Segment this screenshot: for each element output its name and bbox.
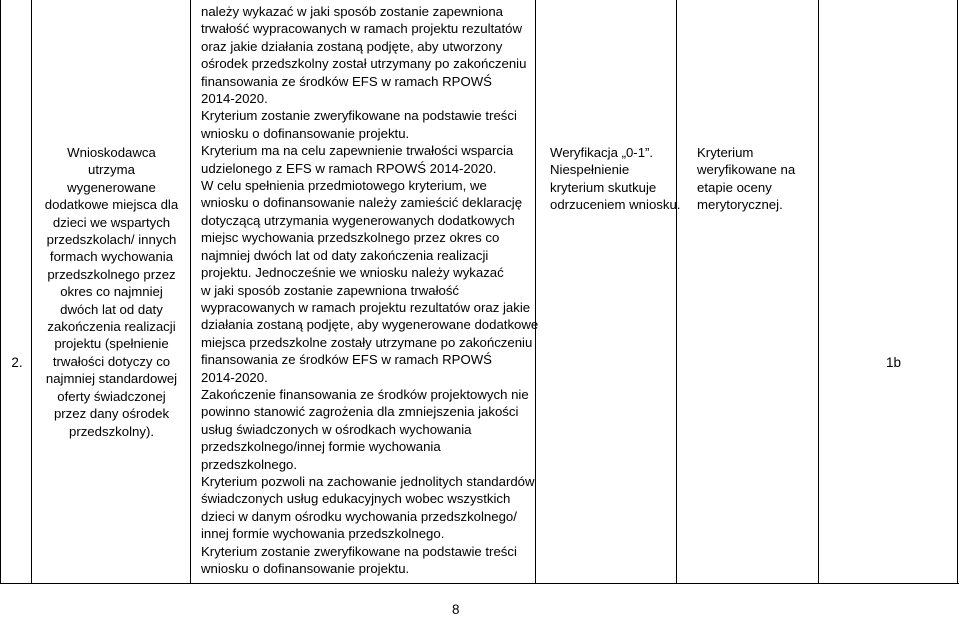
text-line: powinno stanowić zagrożenia dla zmniejszenia jakości xyxy=(201,404,519,420)
page-number: 8 xyxy=(452,602,460,617)
text-line: finansowania ze środków EFS w ramach RPOWŚ xyxy=(201,73,492,89)
criterion-definition-cell xyxy=(191,0,539,583)
text-line: najmniej standardowej xyxy=(45,371,178,387)
text-line: przedszkolnego/innej formie wychowania xyxy=(201,439,441,455)
text-line: trwałość wypracowanych w ramach projektu rezultatów xyxy=(201,21,523,37)
text-line: odrzuceniem wniosku. xyxy=(550,197,681,213)
text-line: zakończenia realizacji xyxy=(47,319,176,335)
text-line: formach wychowania xyxy=(49,249,174,265)
text-line: wygenerowane xyxy=(67,179,156,195)
text-line: dzieci we wspartych xyxy=(52,214,171,230)
text-line: innej formie wychowania przedszkolnego. xyxy=(201,526,445,542)
text-line: Kryterium ma na celu zapewnienie trwałości wsparcia xyxy=(201,143,514,159)
text-line: weryfikowane na xyxy=(697,162,796,178)
text-line: należy wykazać w jaki sposób zostanie zapewniona xyxy=(201,4,504,19)
text-line: oraz jakie działania zostaną podjęte, aby utworzony xyxy=(201,38,503,54)
text-line: Kryterium zostanie zweryfikowane na podstawie treści xyxy=(201,543,517,559)
text-line: wypracowanych w ramach projektu rezultatów oraz jakie xyxy=(201,299,531,315)
verification-type-cell xyxy=(536,0,681,583)
text-line: przedszkolnego. xyxy=(201,456,298,472)
text-line: 2014-2020. xyxy=(201,369,268,385)
text-line: Niespełnienie xyxy=(550,162,630,178)
text-line: w jaki sposób zostanie zapewniona trwałość xyxy=(201,282,460,298)
text-line: Wnioskodawca xyxy=(67,145,156,160)
text-line: oferty świadczonej xyxy=(57,388,166,404)
text-line: Kryterium xyxy=(697,145,754,160)
text-line: wniosku o dofinansowanie projektu. xyxy=(201,561,410,576)
text-line: miejsca przedszkolne zostały utrzymane po zakończeniu xyxy=(201,334,533,350)
text-line: świadczonych usług edukacyjnych wobec wszystkich xyxy=(201,491,511,507)
row-number: 2. xyxy=(11,355,23,370)
assessment-stage xyxy=(697,144,795,214)
text-line: usług świadczonych w ośrodkach wychowania xyxy=(201,421,472,437)
assessment-stage-cell xyxy=(677,0,819,583)
text-line: Kryterium zostanie zweryfikowane na podstawie treści xyxy=(201,108,517,124)
text-line: finansowania ze środków EFS w ramach RPOWŚ xyxy=(201,352,492,368)
text-line: kryterium skutkuje xyxy=(550,179,657,195)
text-line: miejsc wychowania przedszkolnego przez okres co xyxy=(201,230,500,246)
text-line: przedszkolny). xyxy=(68,423,155,439)
text-line: etapie oceny xyxy=(697,179,772,195)
text-line: przedszkolach/ innych xyxy=(46,232,177,248)
text-line: projektu. Jednocześnie we wniosku należy wykazać xyxy=(201,265,504,281)
text-line: 2014-2020. xyxy=(201,91,268,107)
text-line: okres co najmniej xyxy=(60,284,163,300)
text-line: trwałości dotyczy co xyxy=(52,353,171,369)
text-line: dwóch lat od daty xyxy=(60,301,163,317)
text-line: wniosku o dofinansowanie projektu. xyxy=(201,125,410,141)
text-line: wniosku o dofinansowanie należy zamieścić deklarację xyxy=(201,195,523,211)
text-line: Zakończenie finansowania ze środków projektowych nie xyxy=(201,386,529,402)
reference-code: 1b xyxy=(885,355,901,370)
verification-type xyxy=(550,144,680,214)
text-line: W celu spełnienia przedmiotowego kryterium, we xyxy=(201,178,487,194)
text-line: dzieci w danym ośrodku wychowania przedszkolnego/ xyxy=(201,508,517,524)
row-number-cell xyxy=(0,0,32,583)
text-line: najmniej dwóch lat od daty zakończenia realizacji xyxy=(201,247,489,263)
text-line: dodatkowe miejsca dla xyxy=(44,197,179,213)
text-line: Kryterium pozwoli na zachowanie jednolitych standardów xyxy=(201,473,535,489)
criterion-definition xyxy=(201,3,538,577)
criterion-name xyxy=(32,144,191,440)
text-line: utrzyma xyxy=(88,162,135,178)
text-line: ośrodek przedszkolny został utrzymany po zakończeniu xyxy=(201,56,527,72)
criterion-name-cell xyxy=(32,0,191,583)
text-line: udzielonego z EFS w ramach RPOWŚ 2014-2020. xyxy=(201,160,497,176)
text-line: Weryfikacja „0-1”. xyxy=(550,145,654,160)
text-line: działania zostaną podjęte, aby wygenerowane dodatkowe xyxy=(201,317,539,333)
text-line: dotyczącą utrzymania wygenerowanych dodatkowych xyxy=(201,212,515,228)
text-line: merytorycznej. xyxy=(697,197,783,213)
text-line: przez dany ośrodek xyxy=(53,406,170,422)
reference-cell xyxy=(819,0,958,583)
text-line: przedszkolnego przez xyxy=(47,266,176,282)
text-line: projektu (spełnienie xyxy=(54,336,169,352)
